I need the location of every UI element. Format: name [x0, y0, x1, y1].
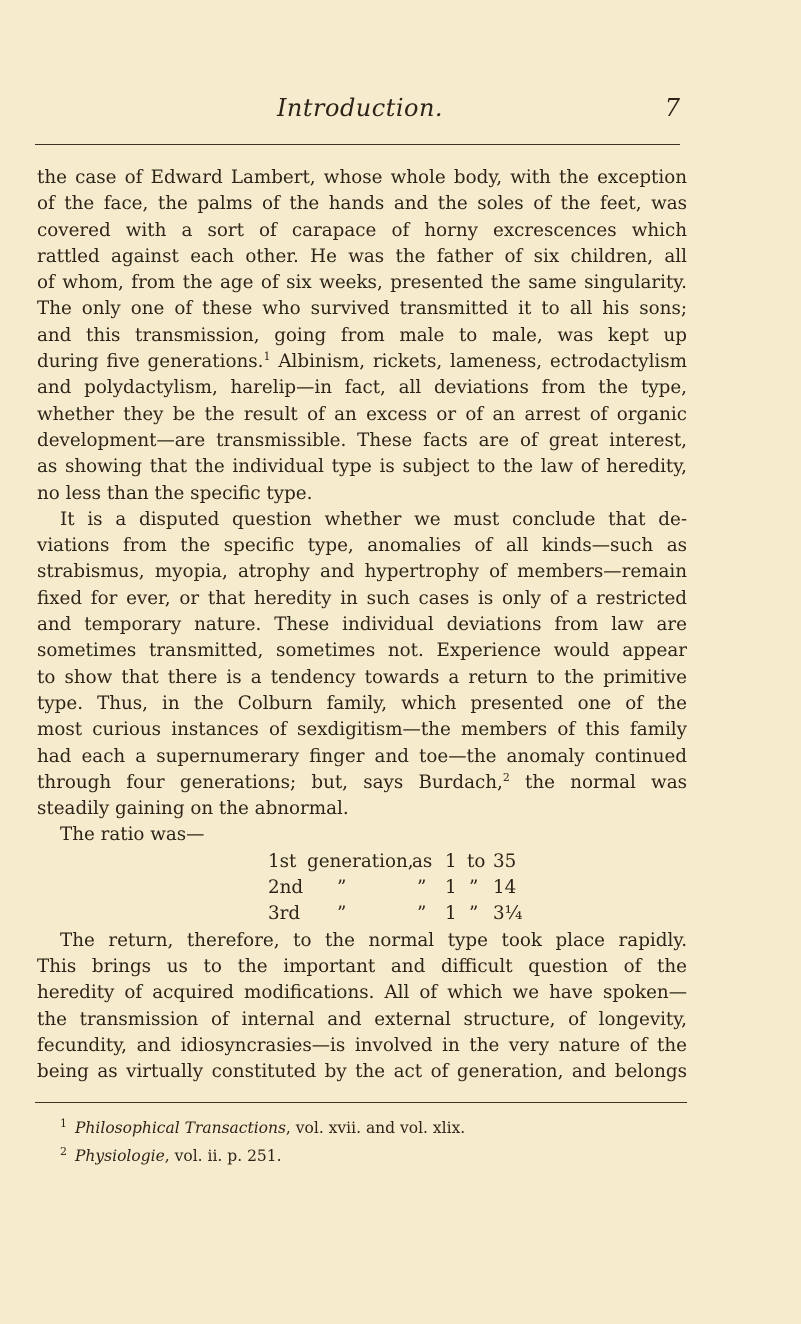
ratio-to: ” [469, 903, 479, 925]
ratio-gen: 1st [268, 850, 297, 872]
text-line: and polydactylism, harelip—in fact, all deviations from the type, [37, 377, 687, 399]
text-line: being as virtually constituted by the act of generation, and belongs [37, 1061, 687, 1083]
text-line: no less than the specific type. [37, 482, 313, 504]
text-line: the transmission of internal and external structure, of longevity, [37, 1008, 687, 1030]
footnote [60, 1112, 680, 1140]
text-line: type. Thus, in the Colburn family, which presented one of the [37, 692, 687, 714]
page-header [40, 94, 680, 134]
text-line: heredity of acquired modifications. All of which we have spoken— [37, 982, 687, 1004]
text-line: development—are transmissible. These facts are of great interest, [37, 429, 687, 451]
ratio-to: ” [469, 877, 479, 899]
ratio-as: as [412, 850, 433, 872]
ratio-word: generation, [307, 850, 414, 872]
text-span: the normal was [509, 771, 687, 793]
text-line: covered with a sort of carapace of horny excrescences which [37, 219, 687, 241]
text-line: and this transmission, going from male to male, was kept up [37, 324, 687, 346]
ratio-row [37, 849, 687, 875]
ratio-row [37, 901, 687, 927]
text-line: had each a supernumerary finger and toe—the anomaly continued [37, 745, 687, 767]
text-span: through four generations; but, says Burdach, [37, 771, 503, 793]
ratio-a: 1 [445, 903, 457, 925]
text-line [37, 770, 687, 796]
ratio-b: 35 [493, 850, 517, 872]
ratio-a: 1 [445, 850, 457, 872]
ratio-a: 1 [445, 877, 457, 899]
ratio-b: 14 [493, 877, 517, 899]
ratio-as: ” [417, 903, 427, 925]
text-line: whether they be the result of an excess or of an arrest of organic [37, 403, 687, 425]
text-line: sometimes transmitted, sometimes not. Experience would appear [37, 640, 687, 662]
text-line [37, 349, 687, 375]
ratio-intro: The ratio was— [60, 824, 205, 846]
footnote-title: Physiologie [75, 1147, 165, 1165]
footnote-mark: 1 [60, 1117, 67, 1130]
text-line: The return, therefore, to the normal type took place rapidly. [60, 929, 687, 951]
running-head: Introduction. [276, 94, 444, 122]
footnotes [60, 1112, 680, 1168]
text-line: It is a disputed question whether we must conclude that de- [60, 508, 687, 530]
text-line: and temporary nature. These individual deviations from law are [37, 614, 687, 636]
footnote-ref[interactable]: 1 [263, 350, 271, 364]
ratio-as: ” [417, 877, 427, 899]
text-line: of the face, the palms of the hands and the soles of the feet, was [37, 193, 687, 215]
ratio-to: to [467, 850, 486, 872]
ratio-word: ” [337, 877, 347, 899]
text-line: rattled against each other. He was the father of six children, all [37, 245, 687, 267]
text-line: as showing that the individual type is subject to the law of heredity, [37, 456, 687, 478]
ratio-word: ” [337, 903, 347, 925]
text-line: of whom, from the age of six weeks, presented the same singularity. [37, 272, 687, 294]
ratio-gen: 2nd [268, 877, 304, 899]
text-line: This brings us to the important and difficult question of the [37, 955, 687, 977]
text-line: The only one of these who survived transmitted it to all his sons; [37, 298, 687, 320]
footnote-text: , vol. xvii. and vol. xlix. [285, 1119, 466, 1137]
body-text [37, 165, 687, 1085]
text-line: fecundity, and idiosyncrasies—is involved in the very nature of the [37, 1034, 687, 1056]
text-line: steadily gaining on the abnormal. [37, 798, 349, 820]
text-span: Albinism, rickets, lameness, ectrodactylism [270, 351, 687, 373]
footnote [60, 1140, 680, 1168]
page-number: 7 [664, 94, 680, 122]
text-line: strabismus, myopia, atrophy and hypertrophy of members—remain [37, 561, 687, 583]
header-rule [35, 144, 680, 145]
ratio-b: 3¼ [493, 903, 523, 925]
ratio-row [37, 875, 687, 901]
footnote-text: , vol. ii. p. 251. [164, 1147, 282, 1165]
footnote-title: Philosophical Transactions [75, 1119, 286, 1137]
footnote-rule [35, 1102, 687, 1103]
ratio-gen: 3rd [268, 903, 301, 925]
text-line: viations from the specific type, anomalies of all kinds—such as [37, 535, 687, 557]
text-line: to show that there is a tendency towards a return to the primitive [37, 666, 687, 688]
text-line: most curious instances of sexdigitism—the members of this family [37, 719, 687, 741]
text-span: during five generations. [37, 351, 264, 373]
text-line: the case of Edward Lambert, whose whole body, with the exception [37, 167, 687, 188]
footnote-ref[interactable]: 2 [502, 770, 510, 784]
footnote-mark: 2 [60, 1145, 67, 1158]
text-line: fixed for ever, or that heredity in such cases is only of a restricted [37, 587, 687, 609]
